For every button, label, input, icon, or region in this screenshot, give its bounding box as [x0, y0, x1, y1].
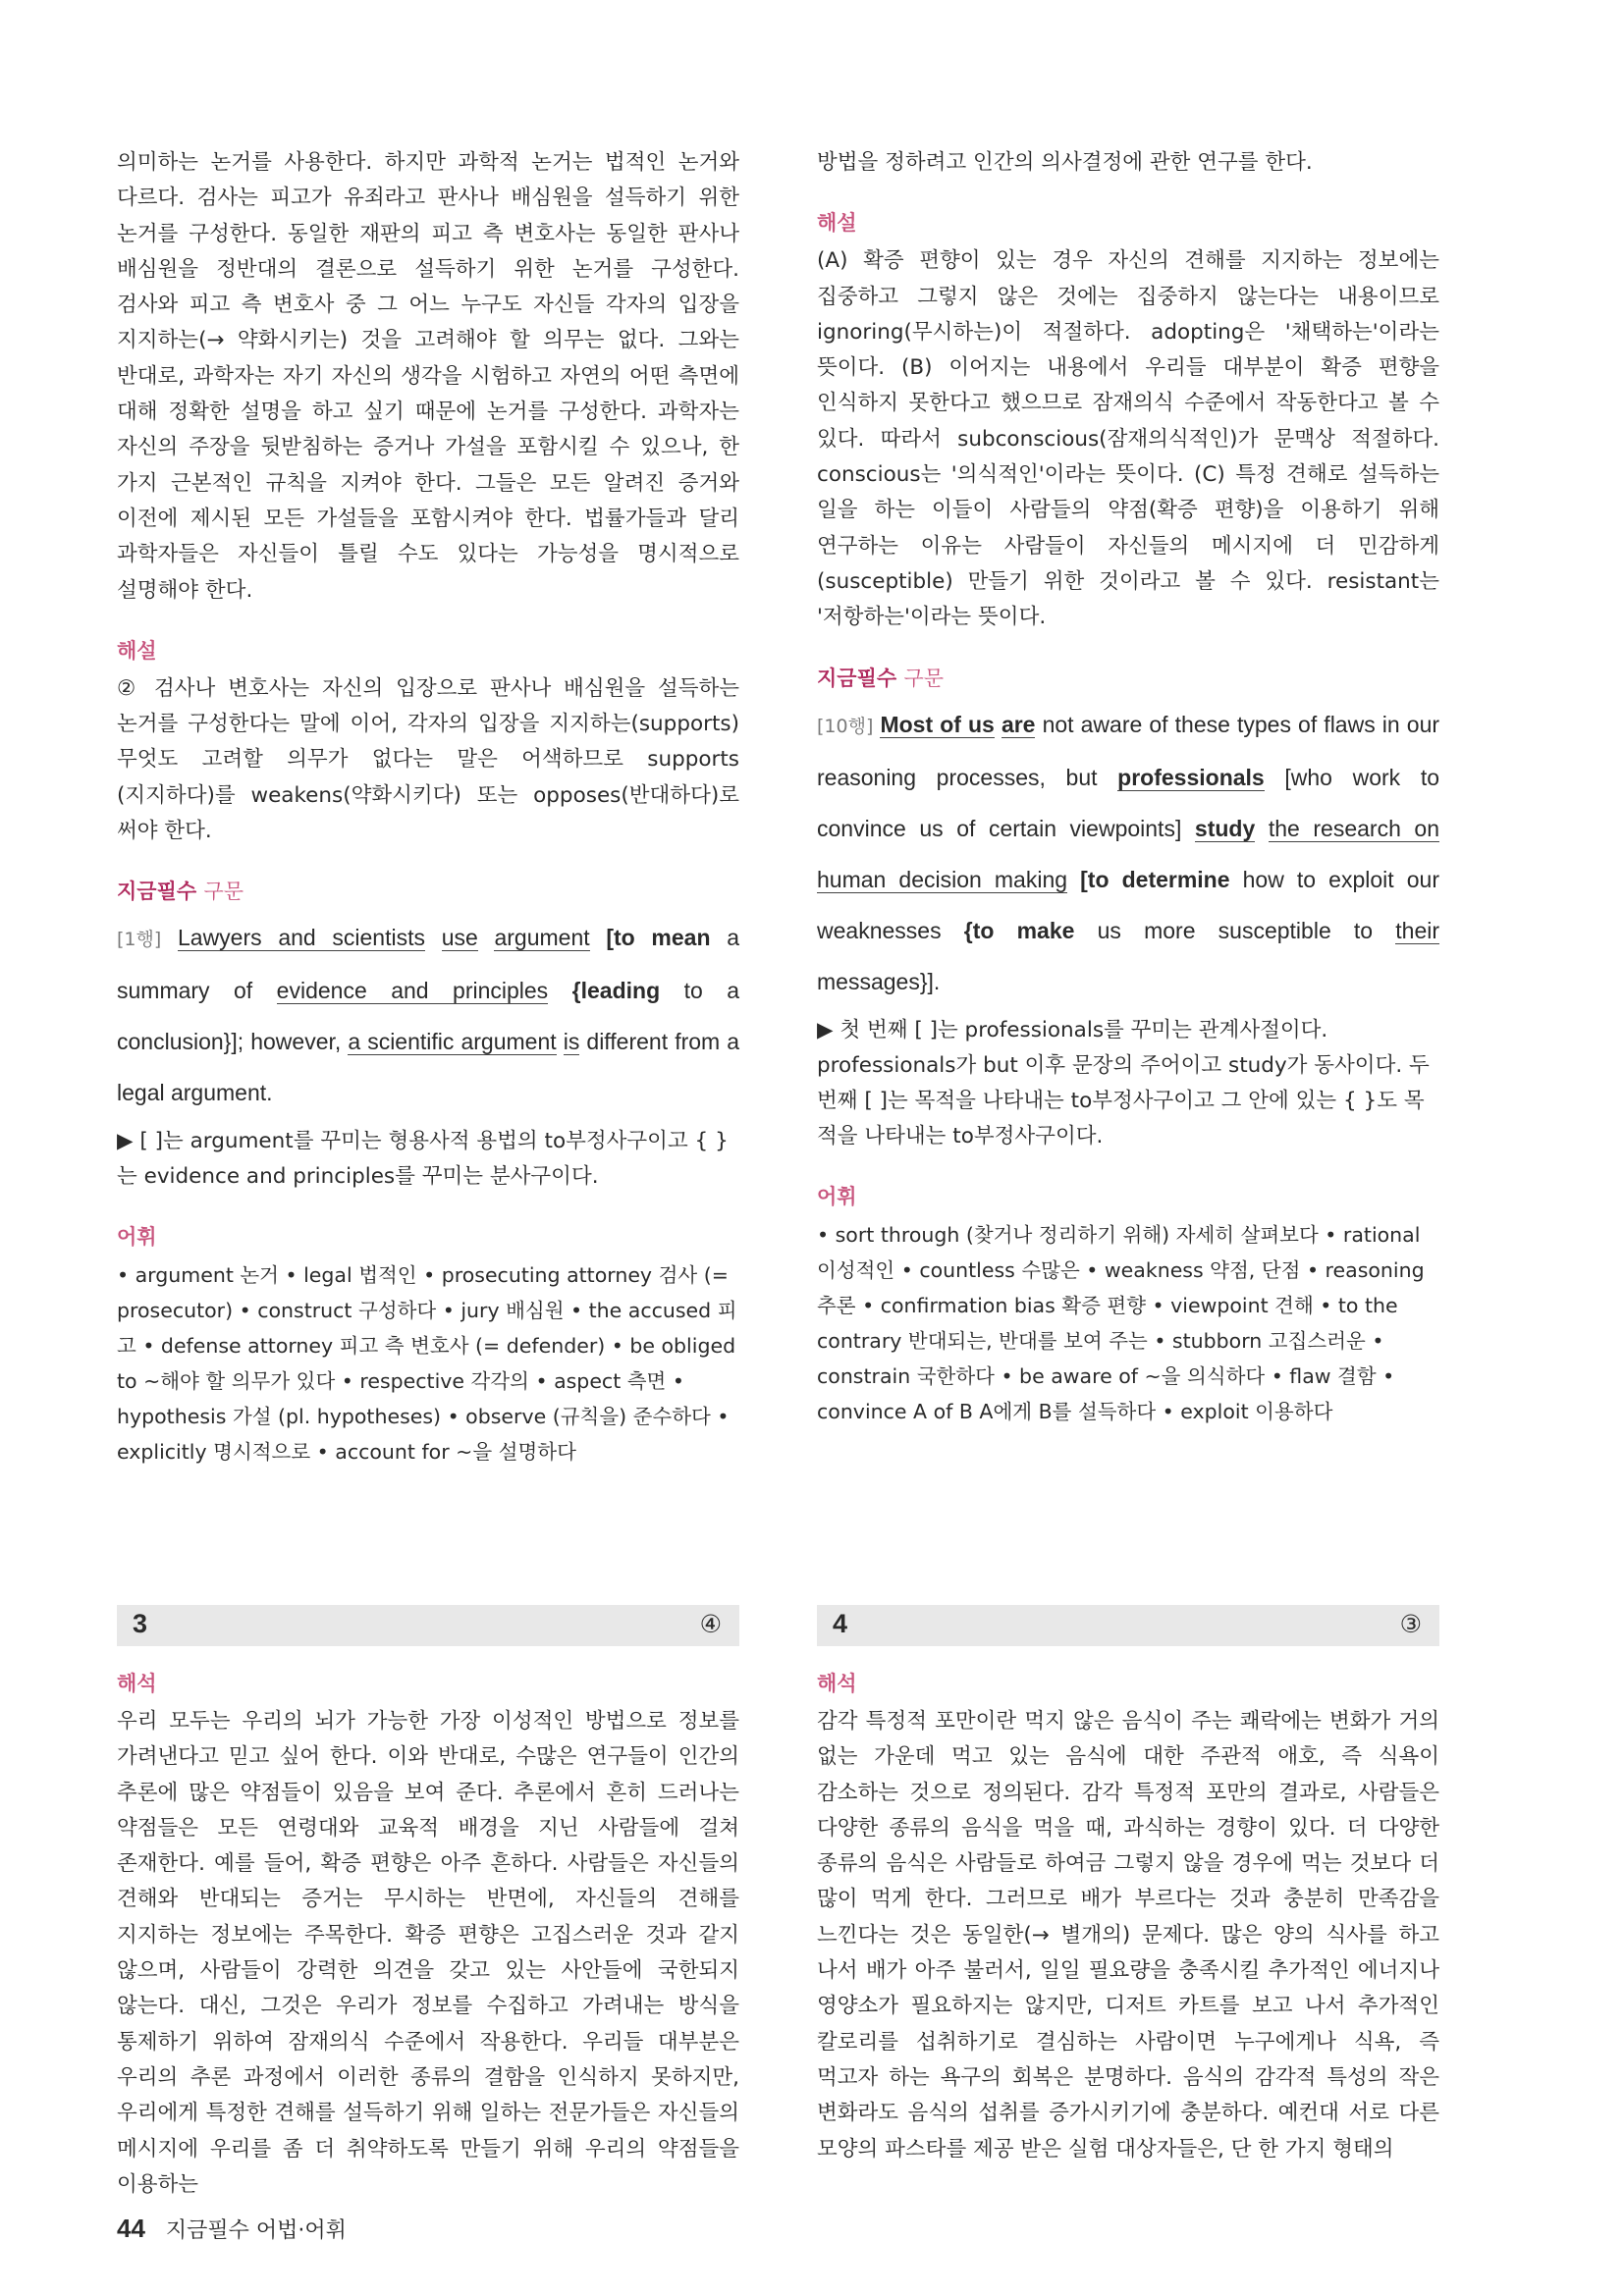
syntax-heading-label: 구문 [903, 666, 945, 690]
answer-mark: ③ [1399, 1610, 1422, 1638]
sentence-part: from a legal argument. [117, 1029, 740, 1106]
object-1: argument [494, 925, 590, 951]
sentence-part: us more susceptible to [1097, 917, 1374, 943]
translation-text: 감각 특정적 포만이란 먹지 않은 음식이 주는 쾌락에는 변화가 거의 없는 가운데 먹고 있는 음식에 대한 주관적 애호, 즉 식욕이 감소하는 것으로 정의된다. 감각 특정적 포만의 결과로, 사람들은 다양한 종류의 음식을 먹을 때, 과식하는 경향이 있다. 더 다양한 종류의 음식은 사람들로 하여금 그렇지 않을 경우에 먹는 것보다 더 많이 먹게 한다. 그러므로 배가 부르다는 것과 충분히 만족감을 느낀다는 것은 동일한(→ 별개의) 문제다. 많은 양의 식사를 하고 나서 배가 아주 불러서, 일일 필요량을 충족시킬 추가적인 에너지나 영양소가 필요하지는 않지만, 디저트 카트를 보고 나서 추가적인 칼로리를 섭취하기로 결심하는 사람이면 누구에게나 식욕, 즉 먹고자 하는 욕구의 회복은 분명하다. 음식의 감각적 특성의 작은 변화라도 음식의 섭취를 증가시키기에 충분하다. 예컨대 서로 다른 모양의 파스타를 제공 받은 실험 대상자들은, 단 한 가지 형태의 [817, 1709, 1439, 2162]
explanation-text: (A) 확증 편향이 있는 경우 자신의 견해를 지지하는 정보에는 집중하고 그렇지 않은 것에는 집중하지 않는다는 내용이므로 ignoring(무시하는)이 적절하다. adopting은 '채택하는'이라는 뜻이다. (B) 이어지는 내용에서 우리들 대부분이 확증 편향을 인식하지 못한다고 했으므로 잠재의식 수준에서 작동한다고 볼 수 있다. 따라서 subconscious(잠재의식적인)가 문맥상 적절하다. conscious는 '의식적인'이라는 뜻이다. (C) 특정 견해로 설득하는 일을 하는 이들이 사람들의 약점(확증 편향)을 이용하기 위해 연구하는 이유는 사람들이 자신들의 메시지에 더 민감하게(susceptible) 만들기 위한 것이라고 볼 수 있다. resistant는 '저항하는'이라는 뜻이다. [817, 248, 1439, 630]
syntax-note: ▶ [ ]는 argument를 꾸미는 형용사적 용법의 to부정사구이고 { }는 evidence and principles를 꾸미는 분사구이다. [117, 1129, 729, 1190]
translation-text: 우리 모두는 우리의 뇌가 가능한 가장 이성적인 방법으로 정보를 가려낸다고 믿고 싶어 한다. 이와 반대로, 수많은 연구들이 인간의 추론에 많은 약점들이 있음을 보여 준다. 추론에서 흔히 드러나는 약점들은 모든 연령대와 교육적 배경을 지닌 사람들에 걸쳐 존재한다. 예를 들어, 확증 편향은 아주 흔하다. 사람들은 자신들의 견해와 반대되는 증거는 무시하는 반면에, 자신들의 견해를 지지하는 정보에는 주목한다. 확증 편향은 고집스러운 것과 같지 않으며, 사람들이 강력한 의견을 갖고 있는 사안들에 국한되지 않는다. 대신, 그것은 우리가 정보를 수집하고 가려내는 방식을 통제하기 위하여 잠재의식 수준에서 작용한다. 우리들 대부분은 우리의 추론 과정에서 이러한 종류의 결함을 인식하지 못하지만, 우리에게 특정한 견해를 설득하기 위해 일하는 전문가들은 자신들의 메시지에 우리를 좀 더 취약하도록 만들기 위해 우리의 약점들을 이용하는 [117, 1709, 739, 2197]
question-4-section [817, 1669, 1439, 2167]
verb-2: is [563, 1029, 580, 1055]
object-2: the research on human decision making [817, 815, 1440, 892]
sentence-part: messages}]. [817, 968, 941, 994]
left-column [117, 145, 739, 1469]
modified-noun: evidence and principles [276, 978, 549, 1004]
syntax-sentence [117, 912, 739, 1118]
passage-translation: 방법을 정하려고 인간의 의사결정에 관한 연구를 한다. [817, 150, 1313, 175]
explanation-heading: 해설 [117, 638, 157, 663]
translation-heading: 해석 [117, 1672, 157, 1695]
question-4-header [817, 1605, 1439, 1646]
translation-heading: 해석 [817, 1672, 857, 1695]
sentence-part: how to exploit our weaknesses [817, 866, 1439, 943]
verb-2: study [1194, 815, 1256, 841]
syntax-sentence [817, 699, 1439, 1007]
sentence-part: a summary of [117, 925, 740, 1004]
subject-1: Most of us [880, 711, 995, 737]
relative-clause: [who work to convince us of certain viewpoints] [817, 764, 1440, 841]
syntax-heading [117, 877, 739, 906]
passage-translation: 의미하는 논거를 사용한다. 하지만 과학적 논거는 법적인 논거와 다르다. 검사는 피고가 유죄라고 판사나 배심원을 설득하기 위한 논거를 구성한다. 동일한 재판의 피고 측 변호사는 동일한 판사나 배심원을 정반대의 결론으로 설득하기 위한 논거를 구성한다. 검사와 피고 측 변호사 중 그 어느 누구도 자신들 각자의 입장을 지지하는(→ 약화시키는) 것을 고려해야 할 의무는 없다. 그와는 반대로, 과학자는 자기 자신의 생각을 시험하고 자연의 어떤 측면에 대해 정확한 설명을 하고 싶기 때문에 논거를 구성한다. 과학자는 자신의 주장을 뒷받침하는 증거나 가설을 포함시킬 수 있으나, 한 가지 근본적인 규칙을 지켜야 한다. 그들은 모든 알려진 증거와 이전에 제시된 모든 가설들을 포함시켜야 한다. 법률가들과 달리 과학자들은 자신들이 틀릴 수도 있다는 가능성을 명시적으로 설명해야 한다. [117, 150, 739, 603]
vocab-list: • argument 논거 • legal 법적인 • prosecuting attorney 검사 (= prosecutor) • construct 구성하다 • jury 배심원 • the accused 피고 • defense attorney 피고 측 변호사 (= defender) • be obliged to ~해야 할 의무가 있다 • respective 각각의 • aspect 측면 • hypothesis 가설 (pl. hypotheses) • observe (규칙을) 준수하다 • explicitly 명시적으로 • account for ~을 설명하다 [117, 1263, 737, 1465]
syntax-note: ▶ 첫 번째 [ ]는 professionals를 꾸미는 관계사절이다. professionals가 but 이후 문장의 주어이고 study가 동사이다. 두 번째 [ ]는 목적을 나타내는 to부정사구이고 그 안에 있는 { }도 목적을 나타내는 to부정사구이다. [817, 1017, 1430, 1148]
question-number: 3 [133, 1609, 148, 1638]
syntax-heading [817, 664, 1439, 693]
question-3-section [117, 1669, 739, 2203]
verb-1: use [441, 925, 478, 951]
syntax-heading-label: 구문 [203, 880, 244, 904]
question-3-header [117, 1605, 739, 1646]
sentence-part: different [586, 1029, 669, 1055]
pronoun-their: their [1395, 917, 1440, 943]
line-ref: [1행] [117, 929, 162, 951]
participle: {leading [571, 978, 661, 1004]
sentence-part: to a [683, 978, 740, 1004]
vocab-heading: 어휘 [117, 1225, 157, 1250]
right-column [817, 145, 1439, 1429]
answer-mark: ④ [699, 1610, 722, 1638]
sentence-part: conclusion}]; however, [117, 1029, 342, 1055]
line-ref: [10행] [817, 715, 874, 737]
verb-1: are [1001, 711, 1036, 737]
to-infinitive: [to determine [1080, 866, 1230, 892]
book-title: 지금필수 어법·어휘 [165, 2218, 347, 2243]
vocab-heading: 어휘 [817, 1184, 857, 1208]
question-number: 4 [833, 1609, 848, 1638]
subject-1: Lawyers and scientists [177, 925, 425, 951]
subject-2: professionals [1117, 764, 1265, 790]
syntax-heading-brand: 지금필수 [817, 666, 897, 690]
explanation-heading: 해설 [817, 211, 857, 236]
to-infinitive: {to make [963, 917, 1075, 943]
vocab-list: • sort through (찾거나 정리하기 위해) 자세히 살펴보다 • rational 이성적인 • countless 수많은 • weakness 약점, 단점 • reasoning 추론 • confirmation bias 확증 편향 • viewpoint 견해 • to the contrary 반대되는, 반대를 보여 주는 • stubborn 고집스러운 • constrain 국한하다 • be aware of ~을 의식하다 • flaw 결함 • convince A of B A에게 B를 설득하다 • exploit 이용하다 [817, 1222, 1425, 1423]
explanation-text: ② 검사나 변호사는 자신의 입장으로 판사나 배심원을 설득하는 논거를 구성한다는 말에 이어, 각자의 입장을 지지하는(supports) 무엇도 고려할 의무가 없다는 말은 어색하므로 supports (지지하다)를 weakens(약화시키다) 또는 opposes(반대하다)로 써야 한다. [117, 675, 739, 844]
subject-2: a scientific argument [348, 1029, 557, 1055]
page-footer [117, 2214, 347, 2244]
page-number: 44 [117, 2214, 145, 2243]
syntax-heading-brand: 지금필수 [117, 880, 197, 904]
to-infinitive: [to mean [606, 925, 711, 951]
sentence-part: not aware of these types of flaws in our reasoning processes, but [817, 711, 1440, 790]
